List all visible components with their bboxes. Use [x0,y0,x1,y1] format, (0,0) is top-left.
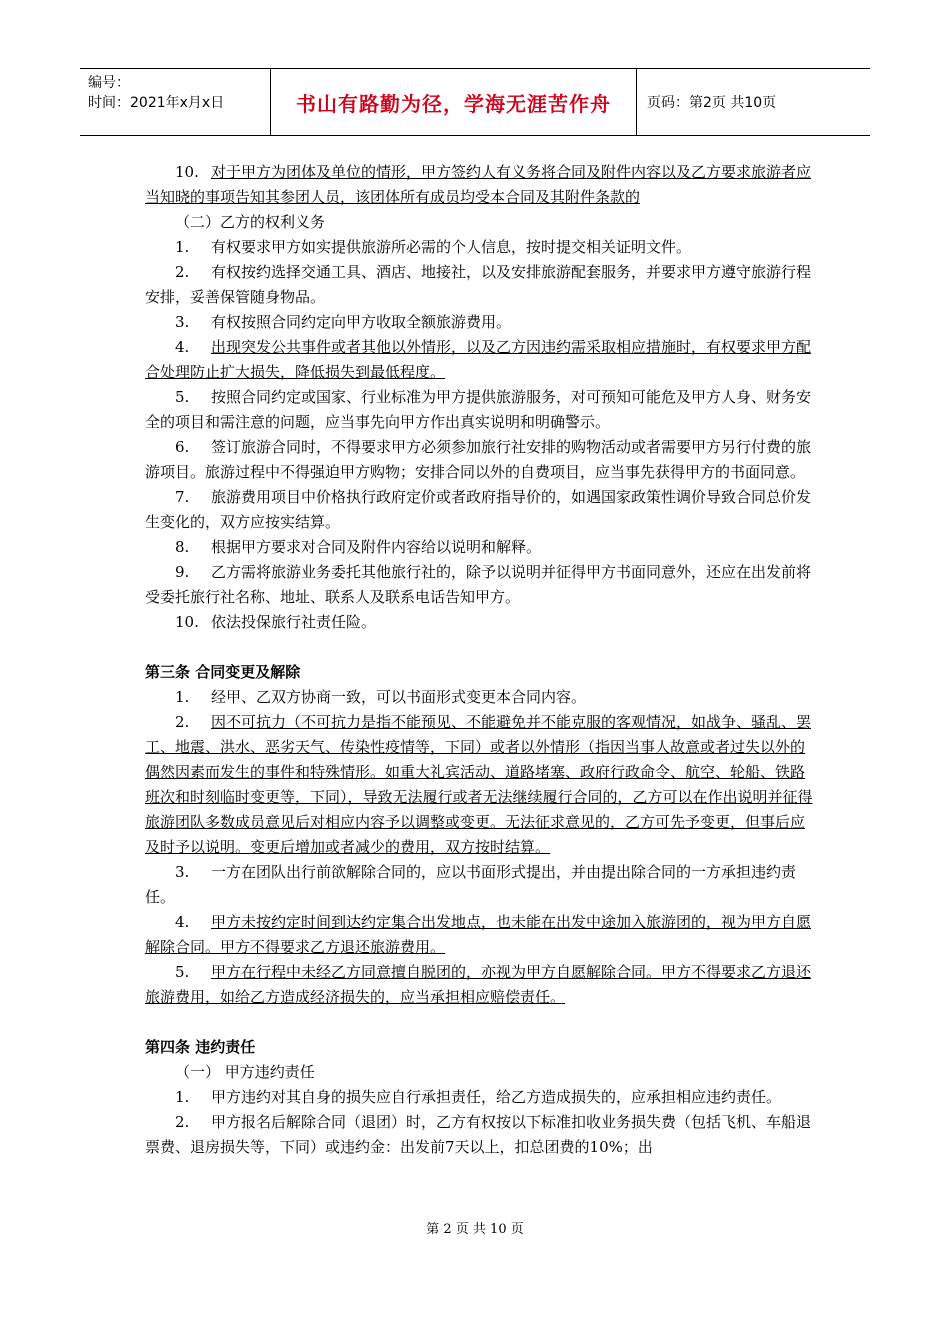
clause-paragraph [145,310,815,335]
clause-text: 甲方报名后解除合同（退团）时，乙方有权按以下标准扣收业务损失费（包括飞机、车船退票费、退房损失等，下同）或违约金：出发前7天以上，扣总团费的10%；出 [145,1113,812,1156]
clause-paragraph [145,435,815,485]
clause-number: 10. [175,613,199,631]
clause-text: 按照合同约定或国家、行业标准为甲方提供旅游服务，对可预知可能危及甲方人身、财务安全的项目和需注意的问题，应当事先向甲方作出真实说明和明确警示。 [145,388,812,431]
clause-number: 7. [175,488,190,506]
clause-text: 出现突发公共事件或者其他以外情形，以及乙方因违约需采取相应措施时，有权要求甲方配合处理防止扩大损失，降低损失到最低程度。 [145,338,812,381]
clause-number: 1. [175,238,190,256]
clause-paragraph [145,235,815,260]
clause-paragraph [145,535,815,560]
clause-number: 2. [175,713,190,731]
section-gap [145,1010,815,1035]
clause-paragraph [145,385,815,435]
clause-text: 依法投保旅行社责任险。 [211,613,377,631]
section-gap [145,635,815,660]
clause-paragraph [145,860,815,910]
clause-number: 10. [175,163,199,181]
clause-number: 1. [175,1088,190,1106]
clause-text: 对于甲方为团体及单位的情形，甲方签约人有义务将合同及附件内容以及乙方要求旅游者应当知晓的事项告知其参团人员，该团体所有成员均受本合同及其附件条款的 [145,163,812,206]
clause-text: 乙方需将旅游业务委托其他旅行社的，除予以说明并征得甲方书面同意外，还应在出发前将受委托旅行社名称、地址、联系人及联系电话告知甲方。 [145,563,812,606]
page-header [80,68,870,136]
clause-paragraph [145,335,815,385]
clause-paragraph [145,260,815,310]
clause-text: 一方在团队出行前欲解除合同的，应以书面形式提出，并由提出除合同的一方承担违约责任。 [145,863,797,906]
clause-text: 因不可抗力（不可抗力是指不能预见、不能避免并不能克服的客观情况，如战争、骚乱、罢工、地震、洪水、恶劣天气、传染性疫情等，下同）或者以外情形（指因当事人故意或者过失以外的偶然因素而发生的事件和特殊情形。如重大礼宾活动、道路堵塞、政府行政命令、航空、轮船、铁路班次和时刻临时变更等，下同），导致无法履行或者无法继续履行合同的，乙方可以在作出说明并征得旅游团队多数成员意见后对相应内容予以调整或变更。无法征求意见的，乙方可先予变更，但事后应及时予以说明。变更后增加或者减少的费用，双方按时结算。 [145,713,813,856]
clause-paragraph [145,910,815,960]
clause-number: 5. [175,963,190,981]
clause-number: 4. [175,913,190,931]
clause-number: 9. [175,563,190,581]
clause-paragraph [145,960,815,1010]
page-number-label: 页码：第2页 共10页 [647,95,777,111]
clause-paragraph [145,1085,815,1110]
clause-paragraph [145,160,815,210]
document-body [145,160,815,1160]
clause-number: 8. [175,538,190,556]
clause-paragraph [145,210,815,235]
document-date-label: 时间：2021年x月x日 [88,95,225,111]
clause-text: 有权要求甲方如实提供旅游所必需的个人信息，按时提交相关证明文件。 [211,238,692,256]
clause-text: 甲方在行程中未经乙方同意擅自脱团的，亦视为甲方自愿解除合同。甲方不得要求乙方退还旅游费用，如给乙方造成经济损失的，应当承担相应赔偿责任。 [145,963,812,1006]
section-heading: 第四条 违约责任 [145,1038,256,1056]
clause-paragraph [145,710,815,860]
clause-text: 旅游费用项目中价格执行政府定价或者政府指导价的，如遇国家政策性调价导致合同总价发生变化的，双方应按实结算。 [145,488,812,531]
clause-text: （一） 甲方违约责任 [175,1063,315,1081]
header-right-cell [637,69,870,135]
clause-number: 6. [175,438,190,456]
clause-text: 签订旅游合同时，不得要求甲方必须参加旅行社安排的购物活动或者需要甲方另行付费的旅游项目。旅游过程中不得强迫甲方购物；安排合同以外的自费项目，应当事先获得甲方的书面同意。 [145,438,812,481]
clause-number: 3. [175,313,190,331]
clause-paragraph [145,685,815,710]
clause-text: 甲方违约对其自身的损失应自行承担责任，给乙方造成损失的，应承担相应违约责任。 [211,1088,782,1106]
clause-number: 3. [175,863,190,881]
header-left-cell [80,69,271,135]
clause-number: 2. [175,1113,190,1131]
clause-paragraph [145,485,815,535]
clause-paragraph [145,610,815,635]
clause-paragraph [145,560,815,610]
clause-number: 2. [175,263,190,281]
clause-text: 经甲、乙双方协商一致，可以书面形式变更本合同内容。 [211,688,587,706]
clause-text: 有权按照合同约定向甲方收取全额旅游费用。 [211,313,512,331]
clause-text: （二）乙方的权利义务 [175,213,326,231]
document-code-label: 编号： [88,75,130,91]
clause-text: 有权按约选择交通工具、酒店、地接社，以及安排旅游配套服务，并要求甲方遵守旅游行程安排，妥善保管随身物品。 [145,263,812,306]
page-footer: 第 2 页 共 10 页 [426,1222,524,1237]
clause-number: 1. [175,688,190,706]
clause-paragraph [145,1110,815,1160]
clause-text: 甲方未按约定时间到达约定集合出发地点，也未能在出发中途加入旅游团的，视为甲方自愿解除合同。甲方不得要求乙方退还旅游费用。 [145,913,812,956]
header-motto: 书山有路勤为径，学海无涯苦作舟 [296,91,611,116]
clause-text: 根据甲方要求对合同及附件内容给以说明和解释。 [211,538,542,556]
section-heading: 第三条 合同变更及解除 [145,663,301,681]
clause-number: 4. [175,338,190,356]
clause-paragraph [145,1060,815,1085]
header-middle-cell [271,69,637,135]
clause-number: 5. [175,388,190,406]
